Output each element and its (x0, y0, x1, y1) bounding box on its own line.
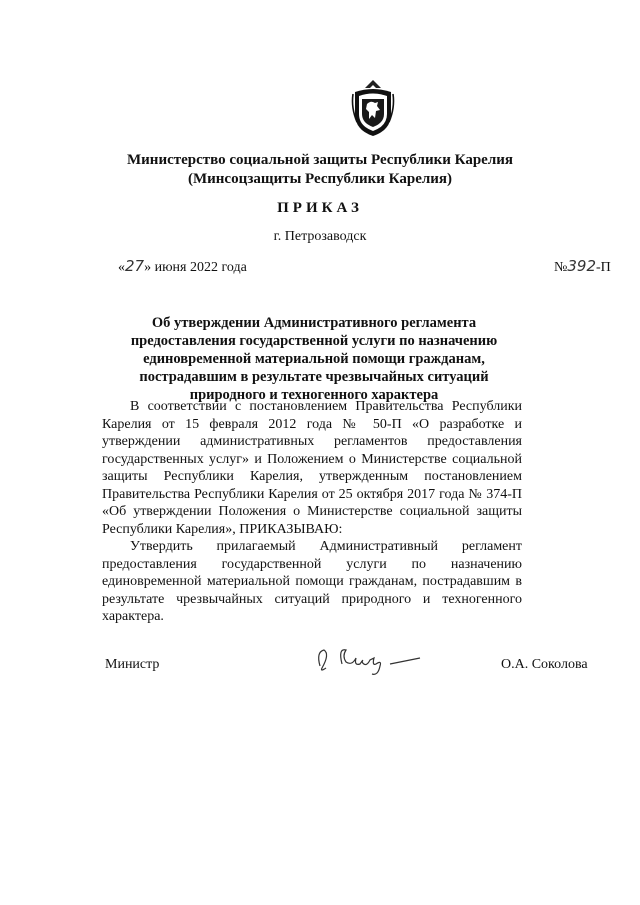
date-rest: » июня 2022 года (144, 260, 247, 275)
karelia-emblem-icon (349, 78, 397, 138)
document-title: ПРИКАЗ (277, 200, 363, 216)
signature-icon (312, 638, 432, 678)
number-prefix: № (554, 260, 568, 275)
document-date (118, 257, 247, 276)
date-day: 27 (125, 257, 145, 275)
signatory-name: О.А. Соколова (501, 657, 588, 672)
number-suffix: -П (596, 260, 611, 275)
signatory-role: Министр (105, 657, 160, 672)
document-body (102, 398, 522, 626)
document-subject: Об утверждении Административного регламента предоставления государственной услуги по назначению единовременной материальной помощи гражданам, пострадавшим в результате чрезвычайных ситуаций природного и техногенного характера (130, 315, 498, 403)
org-name: Министерство социальной защиты Республики Карелия (127, 152, 513, 168)
org-short-name: (Минсоцзащиты Республики Карелия) (187, 171, 453, 187)
document-city: г. Петрозаводск (273, 229, 367, 244)
number-value: 392 (567, 257, 596, 275)
body-paragraph-1: В соответствии с постановлением Правительства Республики Карелия от 15 февраля 2012 года № 50-П «О разработке и утверждении административных регламентов предоставления государственных услуг» и Положением о Министерстве социальной защиты Республики Карелия, утвержденным постановлением Правительства Республики Карелия от 25 октября 2017 года № 374-П «Об утверждении Положения о Министерстве социальной защиты Республики Карелия», ПРИКАЗЫВАЮ: (102, 399, 522, 537)
date-open-quote: « (118, 260, 125, 275)
document-number (554, 257, 611, 276)
body-paragraph-2: Утвердить прилагаемый Административный регламент предоставления государственной услуги по назначению единовременной материальной помощи гражданам, пострадавшим в результате чрезвычайных ситуаций природного и техногенного характера. (102, 539, 522, 624)
